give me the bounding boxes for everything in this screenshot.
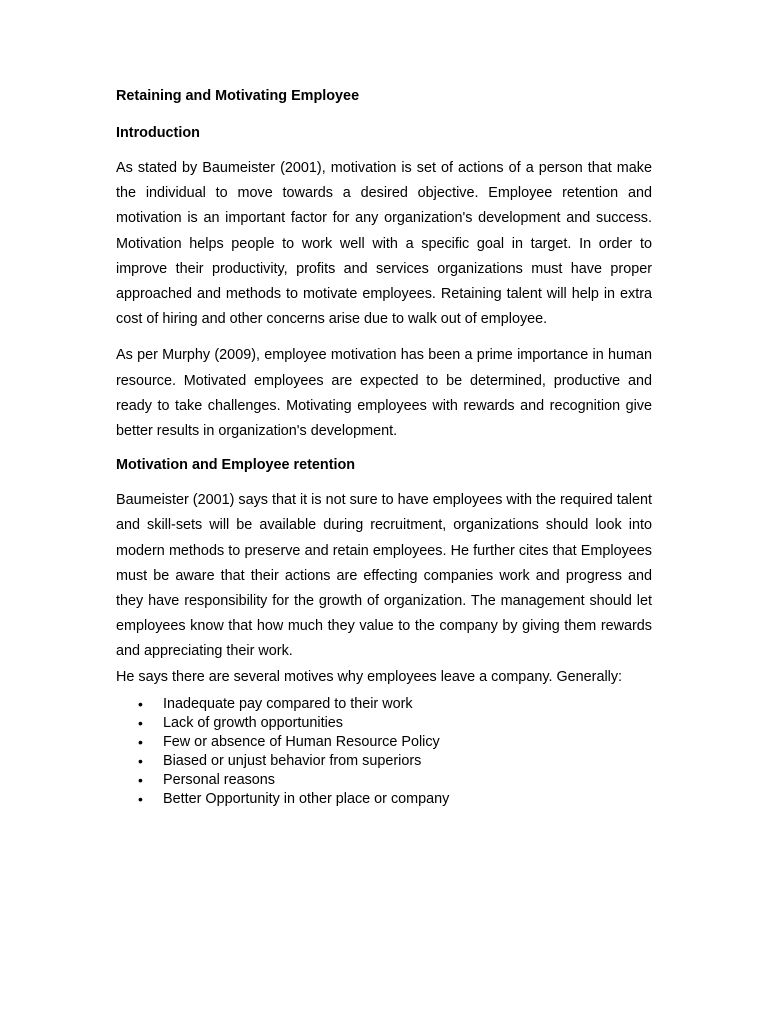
list-item-text: Personal reasons <box>163 771 275 788</box>
list-item-text: Biased or unjust behavior from superiors <box>163 752 422 769</box>
intro-paragraph-2: As per Murphy (2009), employee motivation has been a prime importance in human resource. Motivated employees are expected to be determined, productive and ready to take challenges. Motivating employees with rewards and recognition give better results in organization's development. <box>116 347 652 440</box>
list-item <box>116 752 652 771</box>
list-item-text: Lack of growth opportunities <box>163 714 343 731</box>
bullet-icon: • <box>138 790 143 807</box>
list-item <box>116 695 652 714</box>
bullet-icon: • <box>138 771 143 788</box>
introduction-heading: Introduction <box>116 125 200 141</box>
list-item <box>116 733 652 752</box>
list-item <box>116 790 652 809</box>
motivation-retention-heading: Motivation and Employee retention <box>116 457 356 474</box>
intro-paragraph-1: As stated by Baumeister (2001), motivation is set of actions of a person that make the individual to move towards a desired objective. Employee retention and motivation is an important factor for any organization's development and success. Motivation helps people to work well with a specific goal in target. In order to improve their productivity, profits and services organizations must have proper approached and methods to motivate employees. Retaining talent will help in extra cost of hiring and other concerns arise due to walk out of employee. <box>116 160 652 328</box>
section-paragraph-2: He says there are several motives why employees leave a company. Generally: <box>116 668 623 685</box>
list-item <box>116 714 652 733</box>
bullet-icon: • <box>138 714 143 731</box>
list-item-text: Inadequate pay compared to their work <box>163 695 413 712</box>
list-item <box>116 771 652 790</box>
document-body <box>116 86 652 809</box>
bullet-icon: • <box>138 733 143 750</box>
document-title: Retaining and Motivating Employee <box>116 88 360 104</box>
reasons-bullet-list <box>116 695 652 809</box>
section-paragraph-1: Baumeister (2001) says that it is not sure to have employees with the required talent and skill-sets will be available during recruitment, organizations should look into modern methods to preserve and retain employees. He further cites that Employees must be aware that their actions are effecting companies work and progress and they have responsibility for the growth of organization. The management should let employees know that how much they value to the company by giving them rewards and appreciating their work. <box>116 492 652 660</box>
bullet-icon: • <box>138 695 143 712</box>
list-item-text: Few or absence of Human Resource Policy <box>163 733 440 750</box>
bullet-icon: • <box>138 752 143 769</box>
list-item-text: Better Opportunity in other place or company <box>163 790 450 807</box>
